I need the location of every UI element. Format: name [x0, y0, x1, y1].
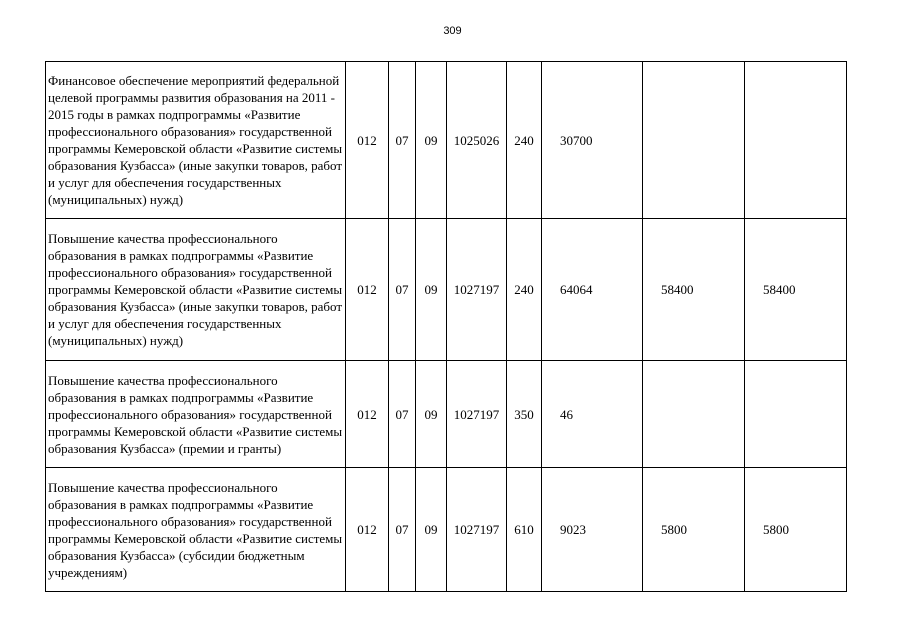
- table-row: [46, 219, 847, 361]
- row-description: Финансовое обеспечение мероприятий федеральной целевой программы развития образования на 2011 - 2015 годы в рамках подпрограммы «Развитие профессионального образования» государственной программы Кемеровской области «Развитие системы образования Кузбасса» (иные закупки товаров, работ и услуг для обеспечения государственных (муниципальных) нужд): [46, 62, 346, 219]
- amount-year1: 30700: [542, 62, 643, 219]
- row-description: Повышение качества профессионального образования в рамках подпрограммы «Развитие профессионального образования» государственной программы Кемеровской области «Развитие системы образования Кузбасса» (субсидии бюджетным учреждениям): [46, 468, 346, 592]
- ministry-code: 012: [346, 468, 389, 592]
- section-code: 07: [389, 62, 416, 219]
- row-description: Повышение качества профессионального образования в рамках подпрограммы «Развитие профессионального образования» государственной программы Кемеровской области «Развитие системы образования Кузбасса» (иные закупки товаров, работ и услуг для обеспечения государственных (муниципальных) нужд): [46, 219, 346, 361]
- expense-type-code: 240: [507, 62, 542, 219]
- section-code: 07: [389, 219, 416, 361]
- table-row: [46, 468, 847, 592]
- table-row: [46, 361, 847, 468]
- amount-year3: [745, 361, 847, 468]
- target-article-code: 1025026: [447, 62, 507, 219]
- section-code: 07: [389, 361, 416, 468]
- section-code: 07: [389, 468, 416, 592]
- target-article-code: 1027197: [447, 219, 507, 361]
- table-row: [46, 62, 847, 219]
- expense-type-code: 240: [507, 219, 542, 361]
- amount-year2: 5800: [643, 468, 745, 592]
- expense-type-code: 610: [507, 468, 542, 592]
- amount-year1: 64064: [542, 219, 643, 361]
- amount-year1: 46: [542, 361, 643, 468]
- subsection-code: 09: [416, 361, 447, 468]
- expense-type-code: 350: [507, 361, 542, 468]
- ministry-code: 012: [346, 361, 389, 468]
- ministry-code: 012: [346, 219, 389, 361]
- row-description: Повышение качества профессионального образования в рамках подпрограммы «Развитие профессионального образования» государственной программы Кемеровской области «Развитие системы образования Кузбасса» (премии и гранты): [46, 361, 346, 468]
- target-article-code: 1027197: [447, 468, 507, 592]
- subsection-code: 09: [416, 62, 447, 219]
- target-article-code: 1027197: [447, 361, 507, 468]
- page-number: 309: [443, 25, 462, 37]
- amount-year3: 58400: [745, 219, 847, 361]
- budget-table: [45, 61, 847, 592]
- amount-year2: [643, 62, 745, 219]
- amount-year3: 5800: [745, 468, 847, 592]
- amount-year3: [745, 62, 847, 219]
- subsection-code: 09: [416, 468, 447, 592]
- amount-year2: 58400: [643, 219, 745, 361]
- subsection-code: 09: [416, 219, 447, 361]
- ministry-code: 012: [346, 62, 389, 219]
- amount-year1: 9023: [542, 468, 643, 592]
- amount-year2: [643, 361, 745, 468]
